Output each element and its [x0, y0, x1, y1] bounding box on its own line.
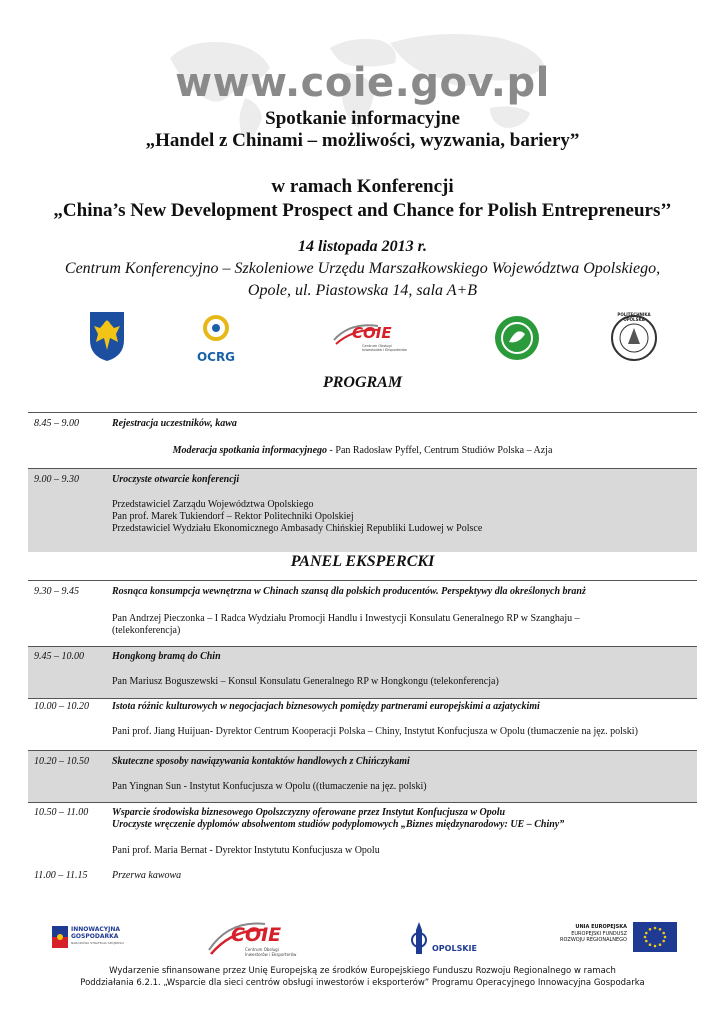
coie-footer-subtext: Centrum Obsługi Inwestorów i Eksporterów — [245, 947, 297, 957]
speaker-line: Przedstawiciel Zarządu Województwa Opolskiego — [112, 499, 314, 510]
eu-logo-line1: UNIA EUROPEJSKA — [575, 924, 627, 930]
confucius-institute-logo — [493, 314, 541, 362]
politechnika-logo-text: POLITECHNIKA OPOLSKA — [617, 312, 651, 322]
speaker-line: Pani prof. Jiang Huijuan- Dyrektor Centrum Kooperacji Polska – Chiny, Instytut Konfucjusza w Opolu (tłumaczenie na jęz. polski) — [112, 726, 638, 737]
ig-logo-line3: NARODOWA STRATEGIA SPÓJNOŚCI — [71, 941, 125, 945]
item-title: Hongkong bramą do Chin — [112, 651, 221, 662]
funding-logos-row — [0, 912, 725, 962]
partner-logos-row — [0, 310, 725, 366]
item-time: 9.30 – 9.45 — [34, 586, 79, 597]
opolskie-logo-text: OPOLSKIE — [432, 944, 477, 953]
opolskie-logo — [408, 920, 483, 960]
event-type-title: Spotkanie informacyjne — [265, 108, 460, 129]
item-title: Uroczyste otwarcie konferencji — [112, 474, 240, 485]
item-title: Rejestracja uczestników, kawa — [112, 418, 237, 429]
ig-logo-line1: INNOWACYJNA — [71, 926, 121, 933]
speaker-line: Pan Andrzej Pieczonka – I Radca Wydziału Promocji Handlu i Inwestycji Konsulatu Generalnego RP w Szanghaju – — [112, 613, 580, 624]
opolskie-tower-icon — [408, 920, 430, 956]
coie-footer-logo — [205, 916, 300, 960]
coie-footer-logo-text: COIE — [231, 924, 282, 946]
venue-line-2: Opole, ul. Piastowska 14, sala A+B — [247, 282, 478, 299]
eu-flag-icon — [633, 922, 677, 952]
conference-title: „China’s New Development Prospect and Chance for Polish Entrepreneurs’’ — [53, 200, 672, 221]
speaker-line: (telekonferencja) — [112, 625, 181, 636]
coie-logo-subtext: Centrum Obsługi Inwestorów i Eksporterów — [362, 344, 407, 352]
venue-line-1: Centrum Konferencyjno – Szkoleniowe Urzędu Marszałkowskiego Województwa Opolskiego, — [64, 260, 661, 277]
item-time: 10.00 – 10.20 — [34, 701, 89, 712]
divider — [28, 646, 697, 647]
conference-intro: w ramach Konferencji — [271, 176, 454, 197]
coie-logo — [330, 320, 410, 360]
politechnika-opolska-logo — [610, 314, 658, 362]
eu-erdf-logo — [555, 922, 680, 952]
ocrg-emblem-icon — [196, 312, 236, 344]
divider — [28, 802, 697, 803]
item-title: Skuteczne sposoby nawiązywania kontaktów handlowych z Chińczykami — [112, 756, 410, 767]
item-title: Uroczyste wręczenie dyplomów absolwentom studiów podyplomowych „Biznes międzynarodowy: UE – Chiny” — [112, 819, 565, 830]
speaker-line: Pani prof. Maria Bernat - Dyrektor Instytutu Konfucjusza w Opolu — [112, 845, 380, 856]
ocrg-logo-text: OCRG — [196, 350, 236, 364]
divider — [28, 750, 697, 751]
item-time: 8.45 – 9.00 — [34, 418, 79, 429]
item-time: 9.00 – 9.30 — [34, 474, 79, 485]
funding-note-line1: Wydarzenie sfinansowane przez Unię Europejską ze środków Europejskiego Funduszu Rozwoju Regionalnego w ramach — [109, 966, 616, 976]
item-time: 10.20 – 10.50 — [34, 756, 89, 767]
moderation-label: Moderacja spotkania informacyjnego — [172, 445, 328, 456]
item-title: Wsparcie środowiska biznesowego Opolszczyzny oferowane przez Instytut Konfucjusza w Opolu — [112, 807, 506, 818]
panel-heading: PANEL EKSPERCKI — [290, 553, 435, 570]
item-title: Istota różnic kulturowych w negocjacjach biznesowych pomiędzy partnerami europejskimi a azjatyckimi — [112, 701, 540, 712]
innovation-flag-icon — [52, 926, 68, 948]
divider — [28, 412, 697, 413]
speaker-line: Przedstawiciel Wydziału Ekonomicznego Ambasady Chińskiej Republiki Ludowej w Polsce — [112, 523, 483, 534]
speaker-line: Pan Mariusz Boguszewski – Konsul Konsulatu Generalnego RP w Hongkongu (telekonferencja) — [112, 676, 499, 687]
speaker-line: Pan Yingnan Sun - Instytut Konfucjusza w Opolu ((tłumaczenie na jęz. polski) — [112, 781, 427, 792]
item-time: 10.50 – 11.00 — [34, 807, 89, 818]
item-title: Rosnąca konsumpcja wewnętrzna w Chinach szansą dla polskich producentów. Perspektywy dla określonych branż — [112, 586, 586, 597]
eu-logo-line3: ROZWOJU REGIONALNEGO — [559, 937, 627, 943]
program-heading: PROGRAM — [322, 374, 403, 391]
funding-note-line2: Poddziałania 6.2.1. „Wsparcie dla sieci centrów obsługi inwestorów i eksporterów” Programu Operacyjnego Innowacyjna Gospodarka — [80, 978, 645, 988]
ig-logo-line2: GOSPODARKA — [71, 933, 119, 940]
eu-logo-line2: EUROPEJSKI FUNDUSZ — [571, 931, 627, 937]
divider — [28, 580, 697, 581]
event-main-title: „Handel z Chinami – możliwości, wyzwania, bariery” — [145, 130, 580, 151]
site-url-watermark: www.coie.gov.pl — [175, 60, 550, 106]
innowacyjna-gospodarka-logo — [52, 924, 142, 954]
item-time: 11.00 – 11.15 — [34, 870, 88, 881]
divider — [28, 468, 697, 469]
moderation-text: - Pan Radosław Pyffel, Centrum Studiów Polska – Azja — [327, 445, 553, 456]
item-title: Przerwa kawowa — [112, 870, 182, 881]
speaker-line: Pan prof. Marek Tukiendorf – Rektor Politechniki Opolskiej — [112, 511, 354, 522]
ocrg-logo — [196, 312, 236, 362]
coie-logo-text: COIE — [352, 324, 392, 342]
item-time: 9.45 – 10.00 — [34, 651, 84, 662]
moderation-line — [0, 445, 725, 456]
event-date: 14 listopada 2013 r. — [298, 238, 427, 255]
divider — [28, 698, 697, 699]
opolskie-coat-of-arms-logo — [88, 310, 126, 362]
